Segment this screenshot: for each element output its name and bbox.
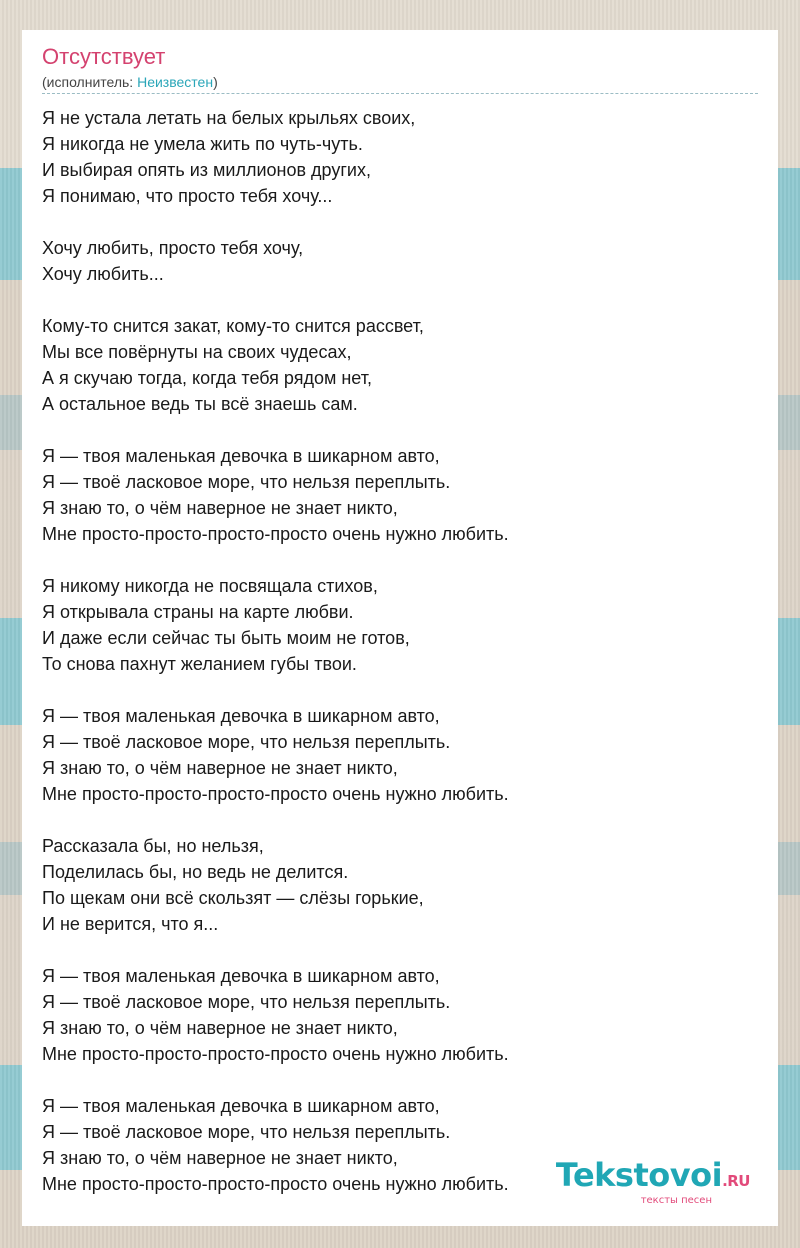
lyric-stanza bbox=[42, 573, 758, 677]
lyric-line: То снова пахнут желанием губы твои. bbox=[42, 654, 357, 674]
logo-name: Tekstovoi bbox=[555, 1156, 723, 1194]
lyric-stanza bbox=[42, 833, 758, 937]
lyric-line: Я — твоё ласковое море, что нельзя переплыть. bbox=[42, 472, 451, 492]
lyric-stanza bbox=[42, 313, 758, 417]
lyric-line: Мне просто-просто-просто-просто очень нужно любить. bbox=[42, 784, 509, 804]
lyric-line: Мне просто-просто-просто-просто очень нужно любить. bbox=[42, 524, 509, 544]
lyric-line: Хочу любить... bbox=[42, 264, 164, 284]
performer-line bbox=[42, 73, 758, 94]
lyric-line: А я скучаю тогда, когда тебя рядом нет, bbox=[42, 368, 372, 388]
lyric-line: Мне просто-просто-просто-просто очень нужно любить. bbox=[42, 1174, 509, 1194]
lyric-line: Поделилась бы, но ведь не делится. bbox=[42, 862, 349, 882]
logo-tld: .RU bbox=[722, 1172, 750, 1190]
lyric-line: Я знаю то, о чём наверное не знает никто, bbox=[42, 758, 398, 778]
lyric-line: Я — твоя маленькая девочка в шикарном авто, bbox=[42, 966, 440, 986]
lyric-line: Я не устала летать на белых крыльях своих, bbox=[42, 108, 416, 128]
lyric-stanza bbox=[42, 235, 758, 287]
performer-prefix: (исполнитель: bbox=[42, 74, 138, 90]
lyric-line: Рассказала бы, но нельзя, bbox=[42, 836, 264, 856]
lyric-line: А остальное ведь ты всё знаешь сам. bbox=[42, 394, 358, 414]
lyric-line: Я — твоё ласковое море, что нельзя переплыть. bbox=[42, 1122, 451, 1142]
lyric-stanza bbox=[42, 703, 758, 807]
lyric-line: Я знаю то, о чём наверное не знает никто, bbox=[42, 1018, 398, 1038]
lyric-line: И выбирая опять из миллионов других, bbox=[42, 160, 371, 180]
lyric-line: Я — твоя маленькая девочка в шикарном авто, bbox=[42, 446, 440, 466]
logo-subtitle: тексты песен bbox=[640, 1195, 712, 1206]
lyric-stanza bbox=[42, 105, 758, 209]
lyric-line: Я — твоё ласковое море, что нельзя переплыть. bbox=[42, 992, 451, 1012]
lyric-line: Я понимаю, что просто тебя хочу... bbox=[42, 186, 333, 206]
performer-suffix: ) bbox=[213, 74, 218, 90]
lyric-line: Хочу любить, просто тебя хочу, bbox=[42, 238, 304, 258]
lyric-line: Я — твоя маленькая девочка в шикарном авто, bbox=[42, 706, 440, 726]
lyric-line: Я никому никогда не посвящала стихов, bbox=[42, 576, 378, 596]
lyric-line: И не верится, что я... bbox=[42, 914, 219, 934]
lyric-line: Я открывала страны на карте любви. bbox=[42, 602, 354, 622]
song-header bbox=[42, 44, 758, 94]
lyric-line: Я — твоя маленькая девочка в шикарном авто, bbox=[42, 1096, 440, 1116]
lyrics-text bbox=[42, 105, 758, 1197]
lyric-line: Я никогда не умела жить по чуть-чуть. bbox=[42, 134, 363, 154]
lyric-line: Я знаю то, о чём наверное не знает никто, bbox=[42, 498, 398, 518]
lyric-stanza bbox=[42, 443, 758, 547]
lyric-line: Мне просто-просто-просто-просто очень нужно любить. bbox=[42, 1044, 509, 1064]
lyric-line: Я — твоё ласковое море, что нельзя переплыть. bbox=[42, 732, 451, 752]
lyric-line: Кому-то снится закат, кому-то снится рассвет, bbox=[42, 316, 424, 336]
lyric-stanza bbox=[42, 963, 758, 1067]
lyrics-card bbox=[22, 30, 778, 1226]
performer-link[interactable]: Неизвестен bbox=[137, 74, 214, 90]
lyric-line: По щекам они всё скользят — слёзы горькие, bbox=[42, 888, 424, 908]
song-title: Отсутствует bbox=[42, 44, 166, 69]
lyric-line: Я знаю то, о чём наверное не знает никто, bbox=[42, 1148, 398, 1168]
site-logo[interactable] bbox=[556, 1158, 750, 1206]
lyric-line: И даже если сейчас ты быть моим не готов, bbox=[42, 628, 410, 648]
logo-text bbox=[556, 1158, 750, 1198]
lyric-line: Мы все повёрнуты на своих чудесах, bbox=[42, 342, 352, 362]
